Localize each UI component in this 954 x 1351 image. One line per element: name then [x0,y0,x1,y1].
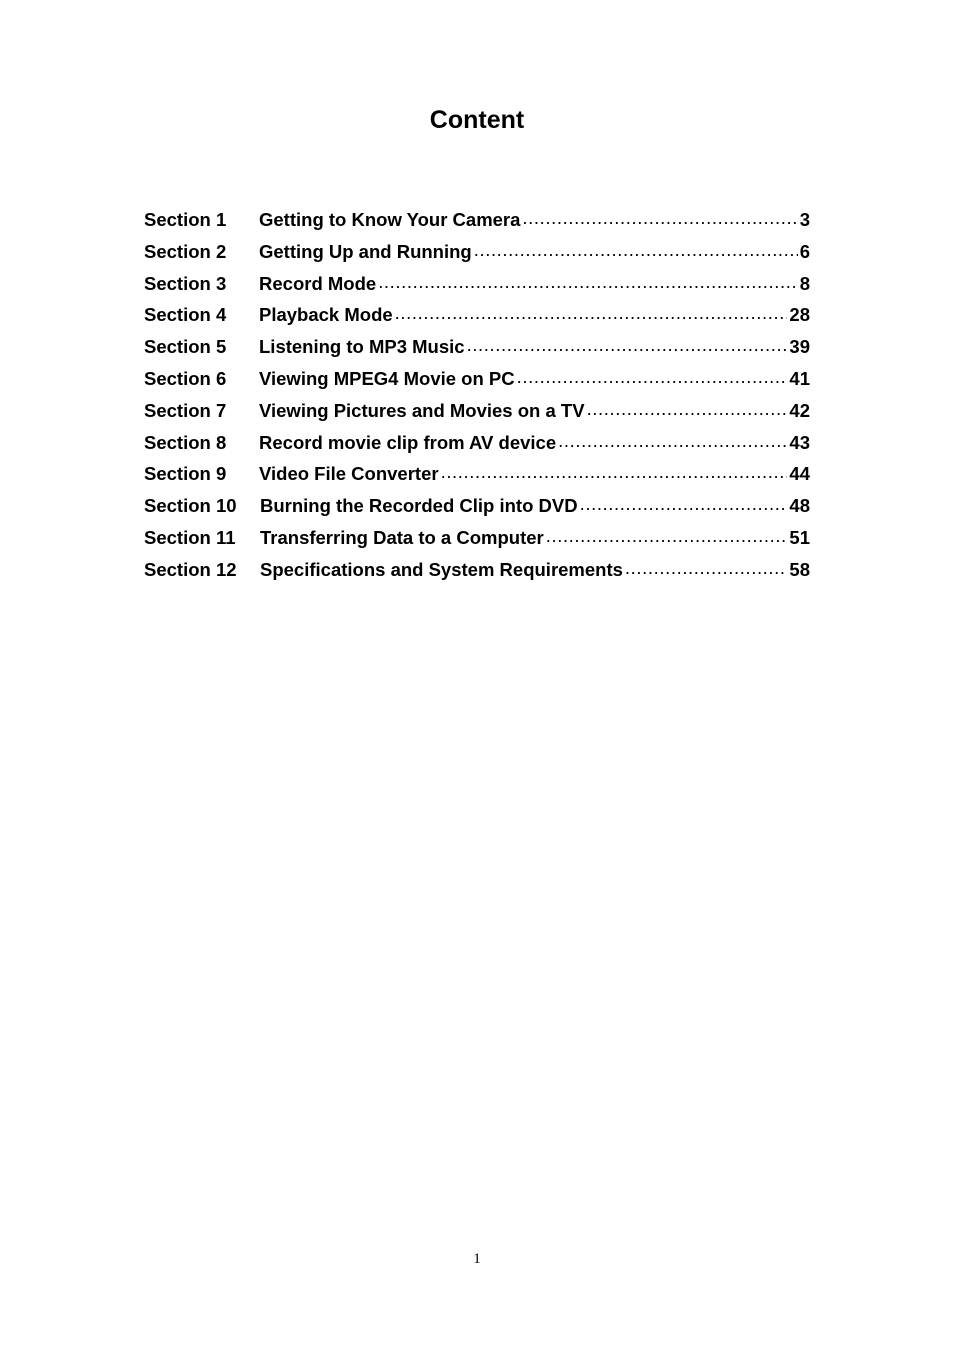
toc-page-number: 48 [789,495,810,517]
toc-section-label: Section 9 [144,463,227,485]
toc-section-label: Section 4 [144,304,227,326]
toc-title: Specifications and System Requirements [260,558,623,580]
toc-title: Video File Converter [259,463,439,485]
toc-title: Viewing MPEG4 Movie on PC [259,367,515,389]
toc-entry[interactable] [144,460,810,492]
toc-title: Playback Mode [259,304,393,326]
toc-title: Getting to Know Your Camera [259,209,521,230]
toc-leader [517,371,788,385]
toc-title: Viewing Pictures and Movies on a TV [259,399,585,421]
toc-title: Record Mode [259,272,377,294]
toc-entry[interactable] [144,397,810,429]
toc-page-number: 3 [799,209,810,230]
toc-section-label: Section 10 [144,495,237,517]
toc-leader [474,244,798,258]
toc-section-label: Section 5 [144,336,227,358]
toc-page-number: 8 [799,272,810,294]
toc-entry[interactable] [144,270,810,302]
toc-leader [441,466,788,480]
page-number: 1 [473,1251,481,1267]
toc-page-number: 41 [789,367,810,389]
toc-leader [625,562,788,576]
toc-title: Getting Up and Running [259,240,472,262]
toc-entry[interactable] [144,429,810,461]
toc-page-number: 44 [789,463,810,485]
toc-section-label: Section 1 [144,209,227,230]
toc-page-number: 58 [789,558,810,580]
toc-entry[interactable] [144,206,810,238]
toc-page-number: 42 [789,399,810,421]
toc-entry[interactable] [144,333,810,365]
toc-entry[interactable] [144,301,810,333]
toc-leader [467,339,788,353]
toc-entry[interactable] [144,492,810,524]
toc-entry[interactable] [144,556,810,588]
table-of-contents [144,206,810,588]
toc-leader [378,276,798,290]
toc-page-number: 51 [789,526,810,548]
toc-leader [587,403,788,417]
toc-leader [546,530,788,544]
toc-title: Record movie clip from AV device [259,431,557,453]
toc-title: Listening to MP3 Music [259,336,465,358]
toc-section-label: Section 8 [144,431,227,453]
toc-page-number: 39 [789,336,810,358]
toc-entry[interactable] [144,365,810,397]
toc-leader [522,212,797,226]
toc-title: Transferring Data to a Computer [260,526,544,548]
toc-leader [395,307,788,321]
toc-section-label: Section 6 [144,367,227,389]
toc-page-number: 43 [789,431,810,453]
toc-leader [580,498,788,512]
toc-entry[interactable] [144,238,810,270]
toc-section-label: Section 12 [144,558,237,580]
toc-section-label: Section 11 [144,526,236,548]
toc-section-label: Section 7 [144,399,227,421]
toc-entry[interactable] [144,524,810,556]
toc-title: Burning the Recorded Clip into DVD [260,495,578,517]
toc-leader [558,435,787,449]
toc-page-number: 6 [799,240,810,262]
toc-page-number: 28 [789,304,810,326]
toc-section-label: Section 2 [144,240,227,262]
page-title: Content [429,106,525,134]
toc-section-label: Section 3 [144,272,227,294]
